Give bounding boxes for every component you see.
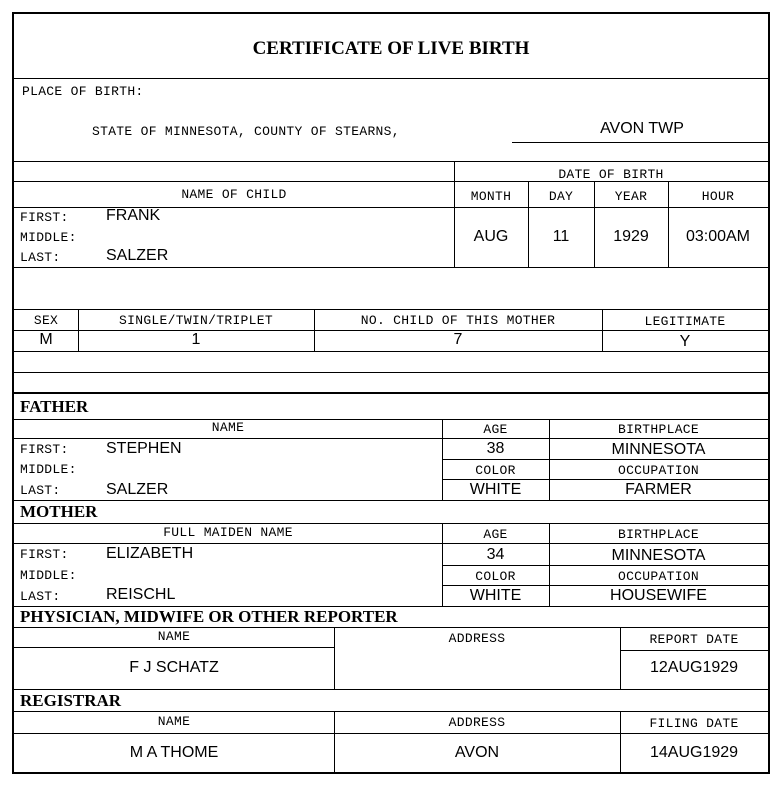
mother-last-name: REISCHL: [106, 586, 176, 603]
divider: [14, 711, 768, 712]
report-date: 12AUG1929: [649, 659, 739, 676]
registrar-section-title: REGISTRAR: [20, 691, 122, 710]
divider: [14, 78, 768, 79]
child-number-value: 7: [453, 331, 463, 348]
divider: [334, 627, 335, 689]
day-label: DAY: [548, 189, 574, 204]
divider: [14, 733, 768, 734]
divider: [14, 351, 768, 352]
divider: [14, 627, 768, 628]
father-occupation: FARMER: [625, 481, 692, 498]
report-date-label: REPORT DATE: [649, 632, 739, 647]
father-age: 38: [486, 440, 505, 457]
legitimate-value: Y: [679, 333, 691, 350]
father-first-label: FIRST:: [20, 442, 69, 457]
divider: [14, 267, 768, 268]
birth-year: 1929: [613, 228, 649, 245]
child-last-label: LAST:: [20, 250, 61, 265]
mother-last-label: LAST:: [20, 589, 61, 604]
divider: [314, 309, 315, 351]
mother-occupation: HOUSEWIFE: [610, 587, 707, 604]
divider: [620, 650, 768, 651]
mother-section-title: MOTHER: [20, 502, 98, 521]
divider: [14, 523, 768, 524]
mother-birthplace-label: BIRTHPLACE: [617, 527, 699, 542]
father-name-header: NAME: [211, 420, 245, 435]
father-birthplace: MINNESOTA: [611, 441, 706, 458]
father-color: WHITE: [469, 481, 522, 498]
place-of-birth-location: STATE OF MINNESOTA, COUNTY OF STEARNS,: [92, 124, 400, 139]
physician-name: F J SCHATZ: [129, 659, 219, 676]
father-last-name: SALZER: [106, 481, 169, 498]
month-label: MONTH: [470, 189, 512, 204]
divider: [528, 181, 529, 267]
township-underline: [512, 142, 770, 143]
physician-section-title: PHYSICIAN, MIDWIFE OR OTHER REPORTER: [20, 607, 398, 626]
divider: [594, 181, 595, 267]
mother-age-label: AGE: [483, 527, 508, 542]
mother-name-header: FULL MAIDEN NAME: [163, 525, 293, 540]
divider: [602, 309, 603, 351]
mother-age: 34: [486, 546, 505, 563]
father-middle-label: MIDDLE:: [20, 462, 77, 477]
mother-first-name: ELIZABETH: [106, 545, 194, 562]
divider: [14, 647, 334, 648]
hour-label: HOUR: [701, 189, 735, 204]
divider: [14, 181, 768, 182]
child-first-label: FIRST:: [20, 210, 69, 225]
mother-first-label: FIRST:: [20, 547, 69, 562]
child-number-label: NO. CHILD OF THIS MOTHER: [360, 313, 556, 328]
township-value: AVON TWP: [600, 120, 684, 137]
father-section-title: FATHER: [20, 397, 89, 416]
birth-certificate: [12, 12, 770, 774]
child-middle-label: MIDDLE:: [20, 230, 77, 245]
divider: [442, 479, 768, 480]
father-color-label: COLOR: [475, 463, 516, 478]
divider: [442, 585, 768, 586]
name-of-child-header: NAME OF CHILD: [181, 187, 287, 202]
date-of-birth-header: DATE OF BIRTH: [558, 167, 664, 182]
divider: [442, 565, 768, 566]
divider: [14, 500, 768, 501]
mother-color: WHITE: [469, 587, 522, 604]
divider: [442, 459, 768, 460]
certificate-title: CERTIFICATE OF LIVE BIRTH: [252, 38, 530, 59]
legitimate-label: LEGITIMATE: [644, 314, 726, 329]
birth-month: AUG: [473, 228, 509, 245]
mother-occupation-label: OCCUPATION: [617, 569, 699, 584]
birth-hour: 03:00AM: [685, 228, 751, 245]
physician-address-label: ADDRESS: [448, 631, 506, 646]
divider: [14, 372, 768, 373]
filing-date: 14AUG1929: [649, 744, 739, 761]
mother-middle-label: MIDDLE:: [20, 568, 77, 583]
physician-name-label: NAME: [157, 629, 191, 644]
year-label: YEAR: [614, 189, 648, 204]
mother-color-label: COLOR: [475, 569, 516, 584]
sex-value: M: [39, 331, 53, 348]
filing-date-label: FILING DATE: [649, 716, 739, 731]
child-last-name: SALZER: [106, 247, 169, 264]
father-birthplace-label: BIRTHPLACE: [617, 422, 699, 437]
divider: [14, 543, 768, 544]
child-first-name: FRANK: [106, 207, 161, 224]
plurality-value: 1: [191, 331, 201, 348]
registrar-address-label: ADDRESS: [448, 715, 506, 730]
sex-label: SEX: [33, 313, 59, 328]
father-age-label: AGE: [483, 422, 508, 437]
place-of-birth-label: PLACE OF BIRTH:: [22, 84, 144, 99]
divider: [78, 309, 79, 351]
divider: [334, 711, 335, 772]
divider: [14, 309, 768, 310]
divider: [668, 181, 669, 267]
divider: [14, 689, 768, 690]
registrar-address: AVON: [454, 744, 500, 761]
divider: [454, 161, 455, 267]
registrar-name-label: NAME: [157, 714, 191, 729]
mother-birthplace: MINNESOTA: [611, 547, 706, 564]
registrar-name: M A THOME: [129, 744, 219, 761]
divider: [620, 711, 621, 772]
divider: [620, 627, 621, 689]
father-occupation-label: OCCUPATION: [617, 463, 699, 478]
plurality-label: SINGLE/TWIN/TRIPLET: [119, 313, 273, 328]
section-divider: [14, 392, 768, 394]
father-last-label: LAST:: [20, 483, 61, 498]
birth-day: 11: [552, 228, 570, 245]
father-first-name: STEPHEN: [106, 440, 182, 457]
divider: [14, 161, 768, 162]
divider: [14, 438, 768, 439]
